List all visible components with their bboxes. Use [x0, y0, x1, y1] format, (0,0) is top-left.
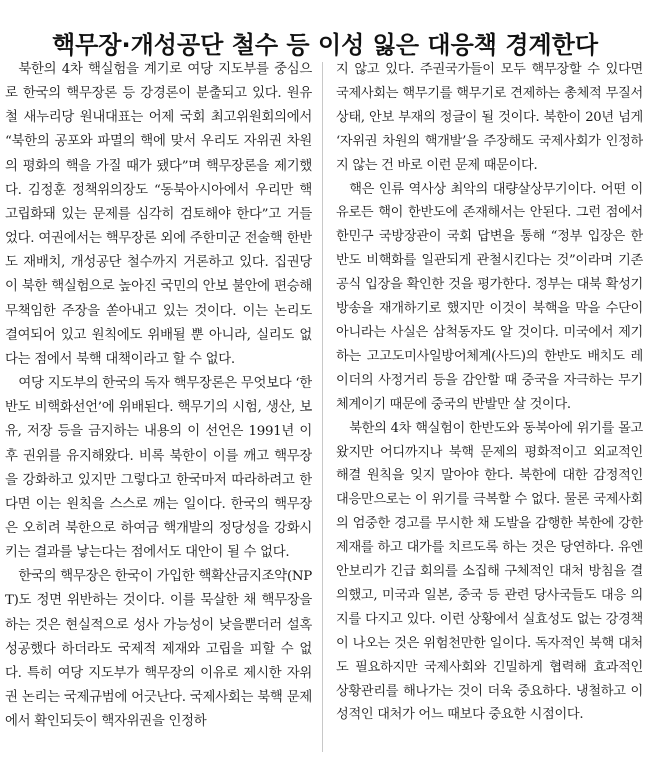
paragraph-continued: 지 않고 있다. 주권국가들이 모두 핵무장할 수 있다면 국제사회는 핵무기를 핵무기로 견제하는 총체적 무질서 상태, 안보 부재의 정글이 될 것이다. 북한이 20년 넘게 ‘자위권 차원의 핵개발’을 주장해도 국제사회가 인정하지 않는 건 바로 이런 문제 때문이다.	[336, 62, 643, 173]
headline: 핵무장·개성공단 철수 등 이성 잃은 대응책 경계한다	[51, 30, 599, 59]
article-column-left	[5, 58, 312, 754]
paragraph: 북한의 4차 핵실험이 한반도와 동북아에 위기를 몰고 왔지만 어디까지나 북핵 문제의 평화적이고 외교적인 해결 원칙을 잊지 말아야 한다. 북한에 대한 감정적인 대응만으로는 이 위기를 극복할 수 없다. 물론 국제사회의 엄중한 경고를 무시한 채 도발을 감행한 북한에 강한 제재를 하고 대가를 치르도록 하는 것은 당연하다. 유엔 안보리가 긴급 회의를 소집해 구체적인 대처 방침을 결의했고, 미국과 일본, 중국 등 관련 당사국들도 대응 의지를 다지고 있다. 이런 상황에서 실효성도 없는 강경책이 나오는 것은 위험천만한 일이다. 독자적인 북핵 대처도 필요하지만 국제사회와 긴밀하게 협력해 효과적인 상황관리를 해나가는 것이 더욱 중요하다. 냉철하고 이성적인 대처가 어느 때보다 중요한 시점이다.	[336, 420, 643, 723]
paragraph: 한국의 핵무장은 한국이 가입한 핵확산금지조약(NPT)도 정면 위반하는 것이다. 이를 묵살한 채 핵무장을 하는 것은 현실적으로 성사 가능성이 낮을뿐더러 설혹 성공했다 하더라도 국제적 제재와 고립을 피할 수 없다. 특히 여당 지도부가 핵무장의 이유로 제시한 자위권 논리는 국제규범에 어긋난다. 국제사회는 북핵 문제에서 확인되듯이 핵자위권을 인정하	[5, 569, 312, 730]
paragraph: 북한의 4차 핵실험을 계기로 여당 지도부를 중심으로 한국의 핵무장론 등 강경론이 분출되고 있다. 원유철 새누리당 원내대표는 어제 국회 최고위원회의에서 “북한의 공포와 파멸의 핵에 맞서 우리도 자위권 차원의 평화의 핵을 가질 때가 됐다”며 핵무장론을 제기했다. 김정훈 정책위의장도 “동북아시아에서 우리만 핵 고립화돼 있는 문제를 심각히 검토해야 한다”고 거들었다. 여권에서는 핵무장론 외에 주한미군 전술핵 한반도 재배치, 개성공단 철수까지 거론하고 있다. 집권당이 북한 핵실험으로 높아진 국민의 안보 불안에 편승해 무책임한 주장을 쏟아내고 있는 것이다. 이는 논리도 결여되어 있고 원칙에도 위배될 뿐 아니라, 실리도 없다는 점에서 북핵 대책이라고 할 수 없다.	[5, 62, 312, 367]
column-divider	[322, 62, 323, 752]
article-column-right	[336, 58, 643, 754]
paragraph: 핵은 인류 역사상 최악의 대량살상무기이다. 어떤 이유로든 핵이 한반도에 존재해서는 안된다. 그런 점에서 한민구 국방장관이 국회 답변을 통해 “정부 입장은 한반도 비핵화를 일관되게 관철시킨다는 것”이라며 기존 공식 입장을 확인한 것을 평가한다. 정부는 대북 확성기 방송을 재개하기로 했지만 이것이 북핵을 막을 수단이 아니라는 사실은 삼척동자도 알 것이다. 미국에서 제기하는 고고도미사일방어체계(사드)의 한반도 배치도 레이더의 사정거리 등을 감안할 때 중국을 자극하는 무기 체계이기 때문에 중국의 반발만 살 것이다.	[336, 181, 643, 412]
paragraph: 여당 지도부의 한국의 독자 핵무장론은 무엇보다 ‘한반도 비핵화선언’에 위배된다. 핵무기의 시험, 생산, 보유, 저장 등을 금지하는 내용의 이 선언은 1991년 이후 권위를 유지해왔다. 비록 북한이 이를 깨고 핵무장을 강화하고 있지만 그렇다고 한국마저 따라하려고 한다면 이는 원칙을 스스로 깨는 일이다. 한국의 핵무장은 오히려 북한으로 하여금 핵개발의 정당성을 강화시키는 결과를 낳는다는 점에서도 대안이 될 수 없다.	[5, 376, 312, 561]
